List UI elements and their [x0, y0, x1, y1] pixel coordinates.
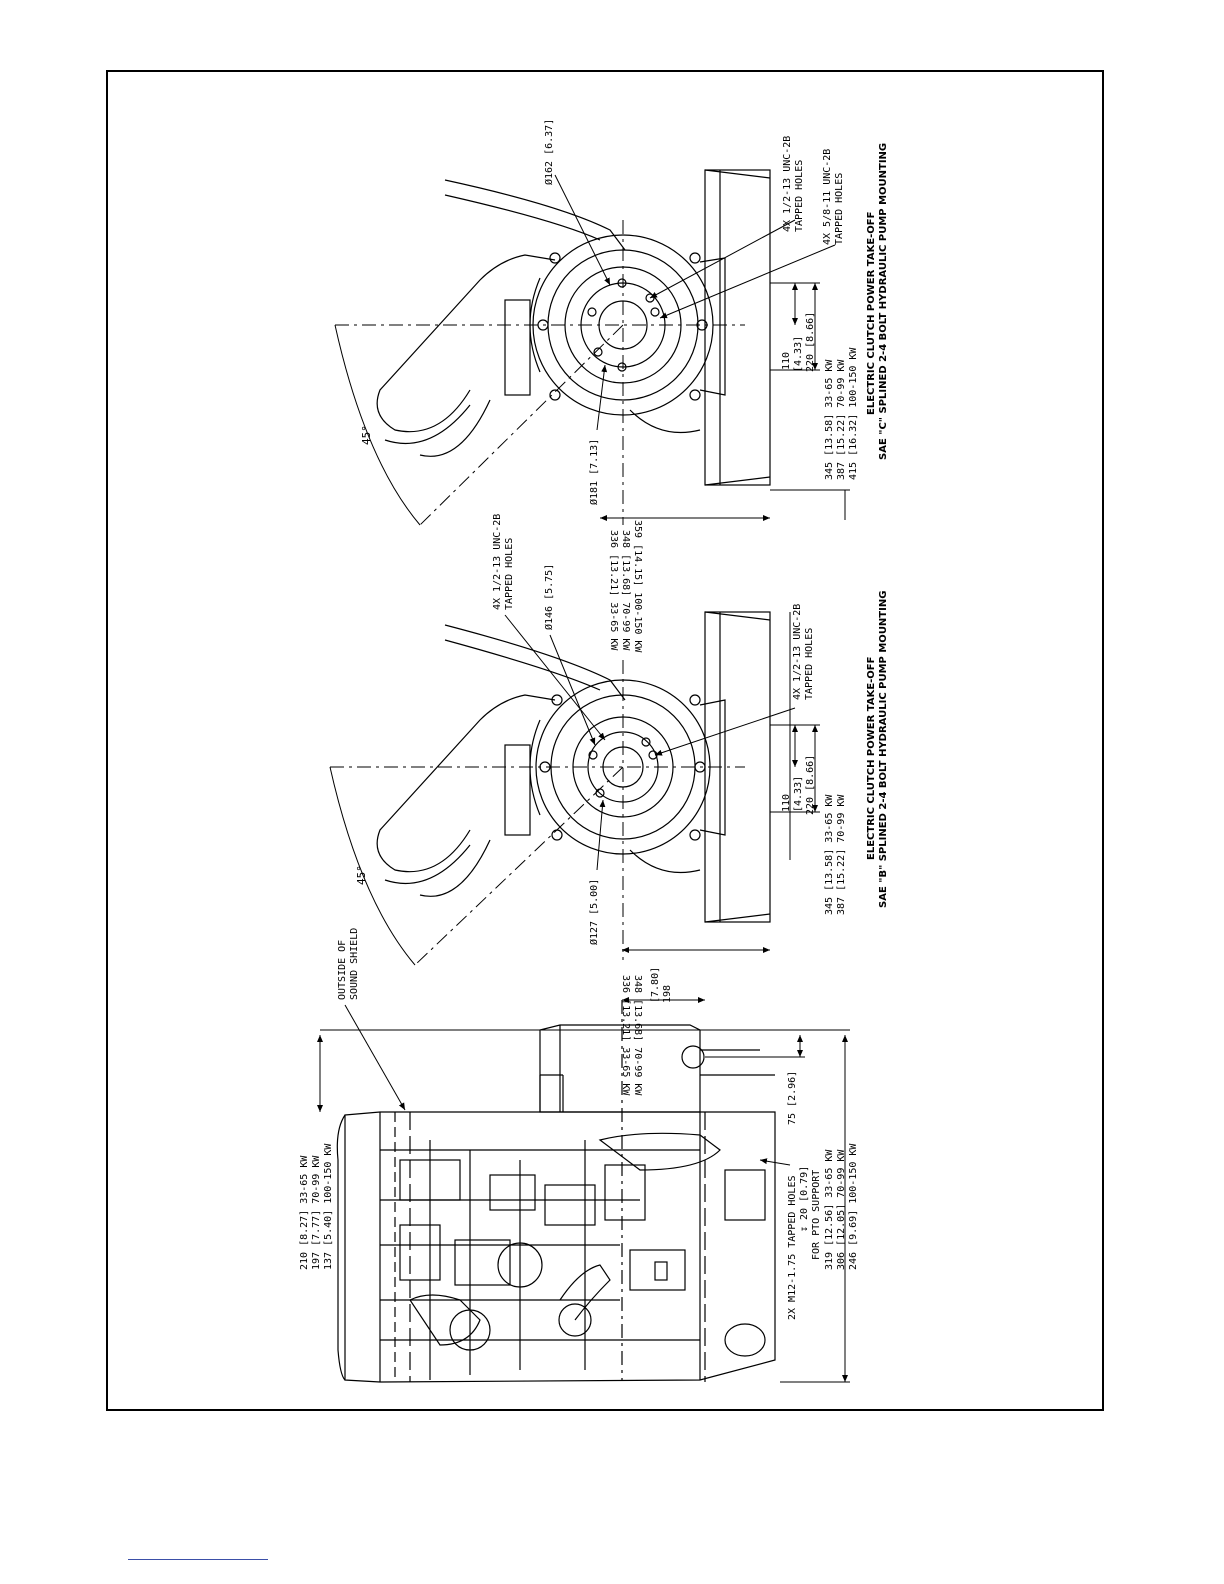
view-c-dia-162: Ø162 [6.37]: [544, 118, 555, 185]
view-c-bottom-dim-2: 387 [15.22] 70-99 KW: [836, 359, 847, 480]
bottom-dim-1: 319 [12.56] 33-65 KW: [824, 1149, 835, 1270]
view-b-left-dim-2: 336 [13.21] 33-65 KW: [620, 975, 631, 1096]
view-b: [330, 612, 820, 965]
view-c-angle: 45°: [360, 425, 373, 445]
dim-198-inch: [7.80]: [650, 966, 661, 1003]
top-dim-1: 210 [8.27] 33-65 KW: [299, 1155, 310, 1270]
dim-198: 198: [662, 984, 673, 1003]
tapped-holes-1: 2X M12-1.75 TAPPED HOLES: [787, 1175, 798, 1320]
footer-rule: [128, 1559, 268, 1560]
view-c-labels: [360, 119, 889, 654]
view-b-holes-a-1: 4X 1/2-13 UNC-2B: [492, 513, 503, 610]
view-c-left-dim-2: 348 [13.68] 70-99 KW: [620, 530, 631, 651]
view-c-bottom-dim-1: 345 [13.58] 33-65 KW: [824, 359, 835, 480]
view-b-bottom-dim-2: 387 [15.22] 70-99 KW: [836, 794, 847, 915]
view-b-title-2: SAE "B" SPLINED 2-4 BOLT HYDRAULIC PUMP MOUNTING: [878, 590, 889, 908]
view-b-dim-220: 220 [8.66]: [805, 754, 816, 815]
view-c-left-dim-1: 359 [14.15] 100-150 KW: [632, 520, 643, 653]
outside-shield-label-1: OUTSIDE OF: [337, 939, 348, 1000]
view-c-left-dim-3: 336 [13.21] 33-65 KW: [608, 530, 619, 651]
view-c-holes-a-2: TAPPED HOLES: [794, 159, 805, 232]
view-c-dia-181: Ø181 [7.13]: [589, 438, 600, 505]
view-b-dia-146: Ø146 [5.75]: [544, 563, 555, 630]
dim-75: 75 [2.96]: [787, 1070, 798, 1125]
view-b-dim-110: 110: [781, 793, 792, 812]
bottom-dim-3: 246 [9.69] 100-150 KW: [848, 1143, 859, 1270]
view-b-dim-110-inch: [4.33]: [793, 775, 804, 812]
bottom-dim-2: 306 [12.05] 70-99 KW: [836, 1149, 847, 1270]
view-b-holes-a-2: TAPPED HOLES: [504, 537, 515, 610]
view-c-dim-110-inch: [4.33]: [793, 335, 804, 372]
view-b-dia-127: Ø127 [5.00]: [589, 878, 600, 945]
view-c-dim-110: 110: [781, 351, 792, 370]
view-b-angle: 45°: [355, 865, 368, 885]
view-b-holes-b-2: TAPPED HOLES: [804, 627, 815, 700]
view-b-bottom-dim-1: 345 [13.58] 33-65 KW: [824, 794, 835, 915]
tapped-holes-2: ↧ 20 [0.79]: [799, 1165, 810, 1232]
view-b-holes-b-1: 4X 1/2-13 UNC-2B: [792, 603, 803, 700]
view-c-holes-b-1: 4X 5/8-11 UNC-2B: [822, 148, 833, 245]
view-c-bottom-dim-3: 415 [16.32] 100-150 KW: [848, 347, 859, 480]
side-view: [320, 1000, 850, 1382]
view-c-holes-b-2: TAPPED HOLES: [834, 172, 845, 245]
view-c-title-1: ELECTRIC CLUTCH POWER TAKE-OFF: [866, 211, 877, 415]
outside-shield-label-2: SOUND SHIELD: [349, 927, 360, 1000]
view-c-dim-220: 220 [8.66]: [805, 311, 816, 372]
view-b-title-1: ELECTRIC CLUTCH POWER TAKE-OFF: [866, 656, 877, 860]
view-b-left-dim-1: 348 [13.68] 70-99 KW: [632, 975, 643, 1096]
view-c-holes-a-1: 4X 1/2-13 UNC-2B: [782, 135, 793, 232]
top-dim-2: 197 [7.77] 70-99 KW: [311, 1155, 322, 1270]
view-c-title-2: SAE "C" SPLINED 2-4 BOLT HYDRAULIC PUMP MOUNTING: [878, 142, 889, 460]
tapped-holes-3: FOR PTO SUPPORT: [811, 1169, 822, 1260]
top-dim-3: 137 [5.40] 100-150 KW: [323, 1143, 334, 1270]
